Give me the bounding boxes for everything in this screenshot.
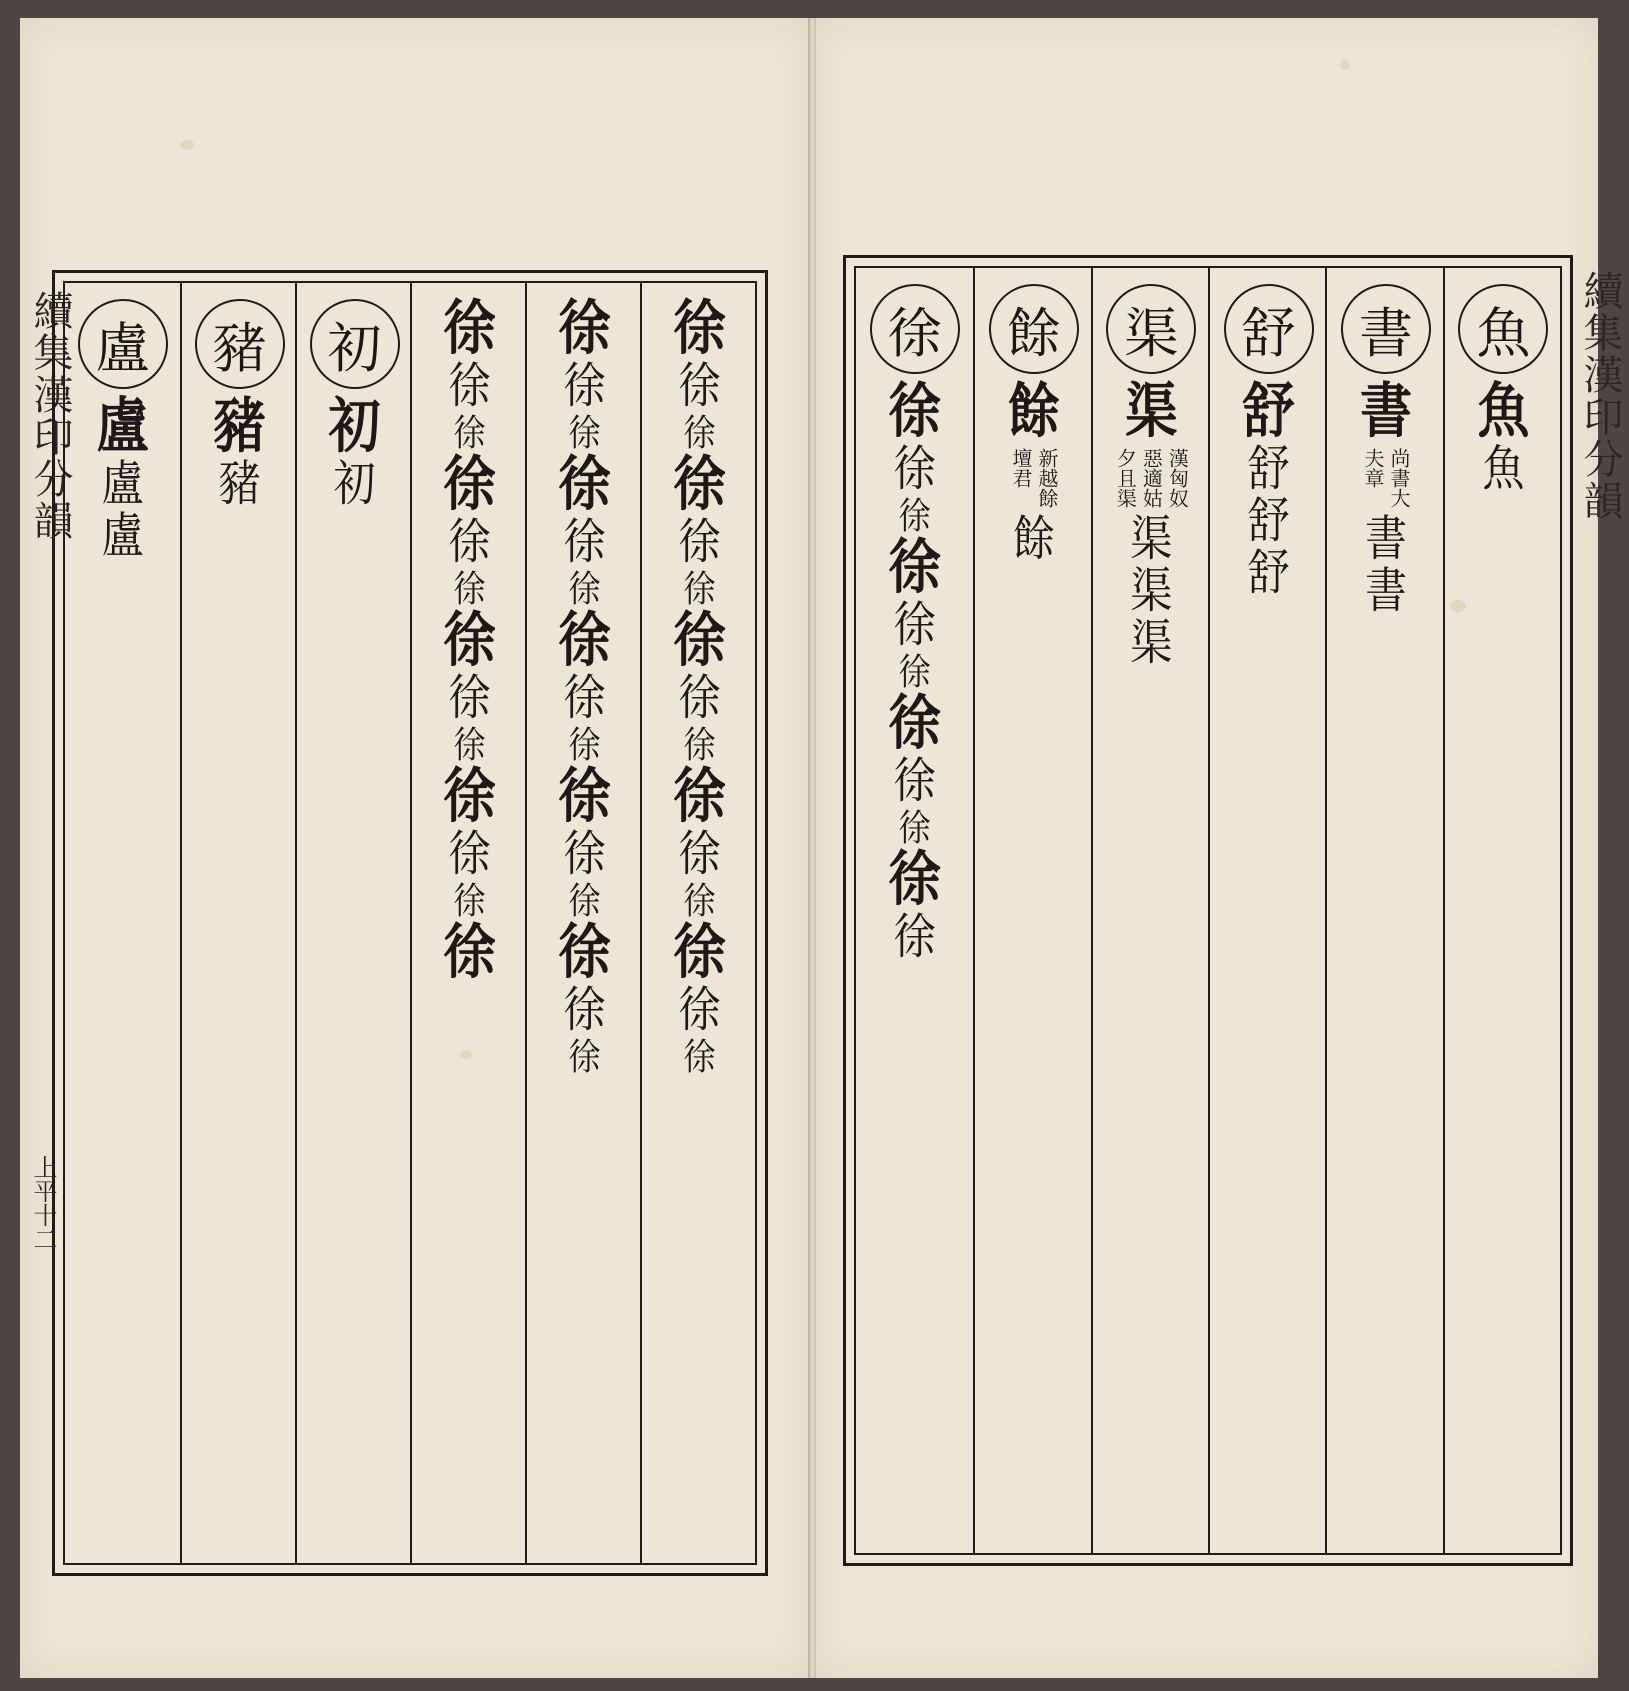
seal-glyph: 初 [333, 455, 376, 512]
seal-list [975, 377, 1092, 567]
left-ruled-frame [52, 270, 768, 1576]
folio-number: 上平十二 [29, 1155, 57, 1251]
column-right-4 [973, 268, 1092, 1553]
seal-glyph: 徐 [448, 513, 491, 570]
seal-glyph: 盧 [96, 392, 149, 462]
seal-glyph: 徐 [558, 606, 611, 676]
seal-list [527, 294, 642, 1079]
seal-glyph: 徐 [678, 981, 721, 1038]
seal-glyph: 徐 [898, 494, 931, 538]
column-right-5 [856, 268, 973, 1553]
seal-glyph: 徐 [673, 294, 726, 364]
seal-list [412, 294, 527, 988]
seal-glyph: 徐 [558, 450, 611, 520]
seal-glyph: 盧 [101, 455, 144, 512]
seal-glyph: 書 [1364, 510, 1407, 567]
annotation-line: 夕且渠 [1113, 448, 1138, 508]
seal-glyph: 徐 [558, 918, 611, 988]
annotation-line: 壇君 [1008, 448, 1033, 488]
seal-glyph: 徐 [443, 606, 496, 676]
column-left-1 [525, 283, 642, 1563]
seal-glyph: 徐 [568, 567, 601, 611]
seal-glyph: 徐 [443, 294, 496, 364]
column-right-1 [1325, 268, 1444, 1553]
seal-glyph: 餘 [1007, 377, 1060, 447]
seal-glyph: 魚 [1482, 440, 1525, 497]
book-fold [808, 18, 816, 1678]
seal-list [182, 392, 297, 512]
seal-glyph: 徐 [678, 669, 721, 726]
seal-list [1445, 377, 1562, 497]
headword-circle: 豬 [195, 299, 285, 389]
seal-glyph: 徐 [448, 825, 491, 882]
column-left-0 [640, 283, 757, 1563]
seal-glyph: 徐 [683, 567, 716, 611]
seal-glyph: 徐 [673, 606, 726, 676]
seal-list [1210, 377, 1327, 601]
seal-glyph: 徐 [673, 918, 726, 988]
headword-circle: 盧 [78, 299, 168, 389]
seal-glyph: 徐 [563, 825, 606, 882]
seal-glyph: 徐 [453, 411, 486, 455]
seal-glyph: 書 [1364, 562, 1407, 619]
seal-glyph: 魚 [1477, 377, 1530, 447]
headword-circle: 餘 [989, 284, 1079, 374]
seal-glyph: 徐 [453, 723, 486, 767]
right-frame-inner [854, 266, 1562, 1555]
seal-glyph: 豬 [218, 455, 261, 512]
seal-glyph: 徐 [568, 723, 601, 767]
seal-glyph: 徐 [673, 762, 726, 832]
seal-glyph: 渠 [1130, 614, 1173, 671]
seal-glyph: 徐 [673, 450, 726, 520]
seal-glyph: 初 [328, 392, 381, 462]
headword-circle: 徐 [870, 284, 960, 374]
seal-glyph: 徐 [893, 440, 936, 497]
seal-glyph: 徐 [888, 689, 941, 759]
seal-glyph: 徐 [568, 411, 601, 455]
seal-glyph: 徐 [443, 918, 496, 988]
seal-glyph: 徐 [443, 762, 496, 832]
left-frame-inner [63, 281, 757, 1565]
seal-glyph: 舒 [1242, 377, 1295, 447]
seal-glyph: 渠 [1130, 510, 1173, 567]
seal-annotation [1362, 448, 1410, 508]
annotation-line: 尚書大 [1386, 448, 1411, 508]
seal-glyph: 徐 [678, 825, 721, 882]
seal-list [65, 392, 180, 564]
seal-glyph: 徐 [448, 357, 491, 414]
column-right-0 [1443, 268, 1562, 1553]
seal-glyph: 書 [1359, 377, 1412, 447]
seal-glyph: 徐 [683, 411, 716, 455]
headword-circle: 渠 [1106, 284, 1196, 374]
seal-glyph: 舒 [1247, 544, 1290, 601]
annotation-line: 惡適姑 [1139, 448, 1164, 508]
column-right-3 [1091, 268, 1210, 1553]
seal-list [1093, 377, 1210, 671]
column-left-4 [180, 283, 297, 1563]
margin-title-left: 續集漢印分韻 [27, 290, 73, 542]
seal-glyph: 徐 [443, 450, 496, 520]
seal-list [297, 392, 412, 512]
seal-glyph: 徐 [558, 762, 611, 832]
seal-glyph: 盧 [101, 507, 144, 564]
seal-glyph: 徐 [893, 752, 936, 809]
seal-glyph: 徐 [893, 908, 936, 965]
seal-glyph: 豬 [213, 392, 266, 462]
seal-annotation [1114, 448, 1188, 508]
seal-glyph: 徐 [888, 533, 941, 603]
seal-glyph: 徐 [678, 357, 721, 414]
seal-glyph: 徐 [683, 723, 716, 767]
seal-glyph: 餘 [1012, 510, 1055, 567]
paper-spot [1340, 60, 1350, 70]
seal-glyph: 徐 [558, 294, 611, 364]
headword-circle: 舒 [1224, 284, 1314, 374]
headword-circle: 書 [1341, 284, 1431, 374]
annotation-line: 漢匈奴 [1165, 448, 1190, 508]
seal-glyph: 徐 [563, 981, 606, 1038]
seal-glyph: 渠 [1130, 562, 1173, 619]
seal-glyph: 徐 [563, 669, 606, 726]
seal-annotation [1010, 448, 1058, 508]
seal-glyph: 徐 [448, 669, 491, 726]
seal-glyph: 徐 [678, 513, 721, 570]
seal-glyph: 徐 [568, 879, 601, 923]
seal-glyph: 舒 [1247, 492, 1290, 549]
annotation-line: 新越餘 [1034, 448, 1059, 508]
paper-spot [180, 140, 194, 150]
seal-glyph: 徐 [888, 377, 941, 447]
seal-list [856, 377, 973, 965]
seal-glyph: 徐 [898, 650, 931, 694]
headword-circle: 初 [310, 299, 400, 389]
annotation-line: 夫章 [1360, 448, 1385, 488]
seal-glyph: 徐 [893, 596, 936, 653]
seal-glyph: 徐 [453, 879, 486, 923]
seal-glyph: 徐 [888, 845, 941, 915]
seal-glyph: 舒 [1247, 440, 1290, 497]
seal-glyph: 徐 [683, 1035, 716, 1079]
column-right-2 [1208, 268, 1327, 1553]
seal-glyph: 徐 [898, 806, 931, 850]
seal-glyph: 徐 [568, 1035, 601, 1079]
seal-glyph: 渠 [1125, 377, 1178, 447]
seal-glyph: 徐 [683, 879, 716, 923]
right-ruled-frame [843, 255, 1573, 1566]
column-left-3 [295, 283, 412, 1563]
headword-circle: 魚 [1458, 284, 1548, 374]
seal-glyph: 徐 [453, 567, 486, 611]
column-left-2 [410, 283, 527, 1563]
seal-list [1327, 377, 1444, 619]
margin-title-right: 續集漢印分韻 [1577, 270, 1623, 522]
seal-glyph: 徐 [563, 357, 606, 414]
seal-list [642, 294, 757, 1079]
column-left-5 [65, 283, 180, 1563]
seal-glyph: 徐 [563, 513, 606, 570]
